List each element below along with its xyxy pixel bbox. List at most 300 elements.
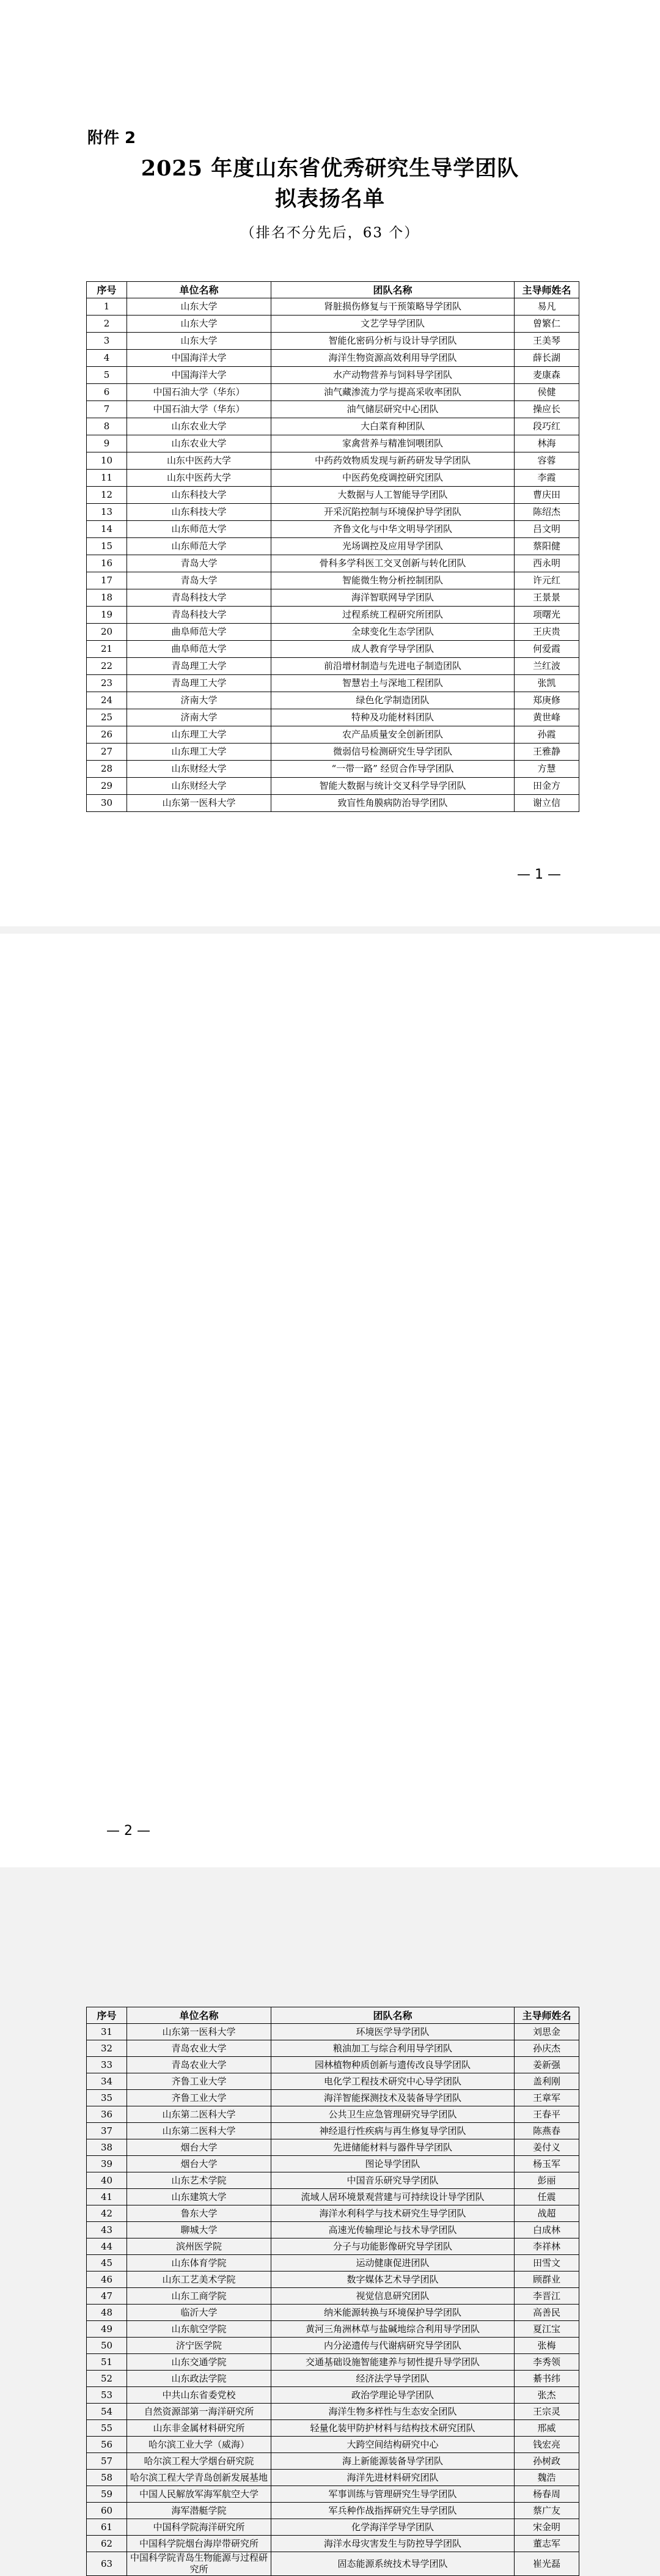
cell-no: 56: [87, 2437, 127, 2453]
cell-supervisor: 陈绍杰: [515, 504, 579, 521]
cell-supervisor: 王章军: [515, 2090, 579, 2106]
table-row: [87, 607, 579, 624]
cell-team: 农产品质量安全创新团队: [271, 726, 515, 744]
cell-supervisor: 段巧红: [515, 418, 579, 435]
header-unit: 单位名称: [127, 282, 271, 298]
cell-supervisor: 何爱霞: [515, 641, 579, 658]
table-header-row: [87, 2007, 579, 2024]
cell-team: 军兵种作战指挥研究生导学团队: [271, 2503, 515, 2519]
table-row: [87, 2305, 579, 2321]
table-row: [87, 692, 579, 709]
cell-unit: 山东中医药大学: [127, 452, 271, 470]
cell-unit: 齐鲁工业大学: [127, 2073, 271, 2090]
cell-supervisor: 张杰: [515, 2387, 579, 2404]
cell-supervisor: 张凯: [515, 675, 579, 692]
table-row: [87, 2354, 579, 2371]
cell-supervisor: 陈燕春: [515, 2123, 579, 2139]
cell-unit: 山东工商学院: [127, 2288, 271, 2305]
cell-unit: 山东中医药大学: [127, 470, 271, 487]
table-row: [87, 726, 579, 744]
cell-team: 大数据与人工智能导学团队: [271, 487, 515, 504]
cell-supervisor: 钱宏亮: [515, 2437, 579, 2453]
header-no: 序号: [87, 282, 127, 298]
table-row: [87, 2420, 579, 2437]
table-row: [87, 521, 579, 538]
cell-no: 45: [87, 2255, 127, 2272]
table-row: [87, 675, 579, 692]
cell-supervisor: 孙树政: [515, 2453, 579, 2470]
cell-unit: 中国科学院海洋研究所: [127, 2519, 271, 2536]
cell-unit: 中国海洋大学: [127, 350, 271, 367]
table-row: [87, 2106, 579, 2123]
cell-unit: 烟台大学: [127, 2139, 271, 2156]
cell-supervisor: 王庆贵: [515, 624, 579, 641]
cell-no: 44: [87, 2238, 127, 2255]
table-row: [87, 2338, 579, 2354]
team-table-page2: [86, 2007, 579, 2576]
cell-no: 19: [87, 607, 127, 624]
cell-team: 化学海洋学导学团队: [271, 2519, 515, 2536]
header-supervisor: 主导师姓名: [515, 282, 579, 298]
cell-no: 22: [87, 658, 127, 675]
cell-team: 固态能源系统技术导学团队: [271, 2552, 515, 2576]
cell-no: 39: [87, 2156, 127, 2172]
cell-supervisor: 孙庆杰: [515, 2040, 579, 2057]
cell-supervisor: 方慧: [515, 761, 579, 778]
cell-no: 47: [87, 2288, 127, 2305]
table-row: [87, 2090, 579, 2106]
cell-no: 1: [87, 298, 127, 316]
cell-team: 纳米能源转换与环境保护导学团队: [271, 2305, 515, 2321]
cell-no: 59: [87, 2486, 127, 2503]
cell-supervisor: 董志军: [515, 2536, 579, 2552]
cell-team: 视觉信息研究团队: [271, 2288, 515, 2305]
cell-unit: 哈尔滨工程大学青岛创新发展基地: [127, 2470, 271, 2486]
cell-no: 2: [87, 316, 127, 333]
cell-team: 政治学理论导学团队: [271, 2387, 515, 2404]
table-row: [87, 624, 579, 641]
table-row: [87, 709, 579, 726]
cell-no: 28: [87, 761, 127, 778]
cell-unit: 哈尔滨工程大学烟台研究院: [127, 2453, 271, 2470]
cell-unit: 山东交通学院: [127, 2354, 271, 2371]
table-row: [87, 2123, 579, 2139]
cell-no: 50: [87, 2338, 127, 2354]
table-row: [87, 778, 579, 795]
cell-team: 成人教育学导学团队: [271, 641, 515, 658]
cell-unit: 青岛科技大学: [127, 589, 271, 607]
cell-supervisor: 盖利刚: [515, 2073, 579, 2090]
cell-unit: 聊城大学: [127, 2222, 271, 2238]
cell-supervisor: 战超: [515, 2205, 579, 2222]
cell-team: 中药药效物质发现与新药研发导学团队: [271, 452, 515, 470]
cell-no: 31: [87, 2024, 127, 2040]
cell-no: 11: [87, 470, 127, 487]
cell-team: “一带一路” 经贸合作导学团队: [271, 761, 515, 778]
cell-no: 58: [87, 2470, 127, 2486]
table-row: [87, 401, 579, 418]
table-row: [87, 2519, 579, 2536]
cell-team: 特种及功能材料团队: [271, 709, 515, 726]
table-row: [87, 641, 579, 658]
cell-no: 4: [87, 350, 127, 367]
cell-unit: 中共山东省委党校: [127, 2387, 271, 2404]
table-row: [87, 2255, 579, 2272]
cell-team: 光场调控及应用导学团队: [271, 538, 515, 555]
cell-no: 34: [87, 2073, 127, 2090]
cell-unit: 青岛理工大学: [127, 658, 271, 675]
table-row: [87, 2205, 579, 2222]
cell-supervisor: 任震: [515, 2189, 579, 2205]
cell-team: 家禽营养与精准饲喂团队: [271, 435, 515, 452]
table-row: [87, 2486, 579, 2503]
cell-supervisor: 田雪文: [515, 2255, 579, 2272]
table-row: [87, 2536, 579, 2552]
cell-team: 中医药免疫调控研究团队: [271, 470, 515, 487]
cell-unit: 山东非金属材料研究所: [127, 2420, 271, 2437]
cell-supervisor: 侯健: [515, 384, 579, 401]
page-1: [0, 0, 660, 926]
cell-team: 海洋先进材料研究团队: [271, 2470, 515, 2486]
cell-no: 20: [87, 624, 127, 641]
cell-supervisor: 崔光磊: [515, 2552, 579, 2576]
cell-team: 园林植物种质创新与遗传改良导学团队: [271, 2057, 515, 2073]
cell-supervisor: 魏浩: [515, 2470, 579, 2486]
cell-team: 油气储层研究中心团队: [271, 401, 515, 418]
document-title: 2025 年度山东省优秀研究生导学团队: [141, 156, 519, 181]
cell-no: 30: [87, 795, 127, 812]
cell-unit: 烟台大学: [127, 2156, 271, 2172]
cell-no: 37: [87, 2123, 127, 2139]
table-row: [87, 795, 579, 812]
cell-no: 40: [87, 2172, 127, 2189]
cell-unit: 曲阜师范大学: [127, 641, 271, 658]
cell-unit: 青岛科技大学: [127, 607, 271, 624]
cell-no: 55: [87, 2420, 127, 2437]
cell-supervisor: 兰红波: [515, 658, 579, 675]
cell-supervisor: 白成林: [515, 2222, 579, 2238]
cell-team: 数字媒体艺术导学团队: [271, 2272, 515, 2288]
table-header-row: [87, 282, 579, 298]
cell-unit: 山东大学: [127, 333, 271, 350]
cell-no: 51: [87, 2354, 127, 2371]
cell-no: 21: [87, 641, 127, 658]
cell-unit: 山东科技大学: [127, 487, 271, 504]
cell-team: 大跨空间结构研究中心: [271, 2437, 515, 2453]
cell-unit: 中国科学院烟台海岸带研究所: [127, 2536, 271, 2552]
cell-supervisor: 黄世峰: [515, 709, 579, 726]
cell-unit: 青岛农业大学: [127, 2040, 271, 2057]
table-row: [87, 418, 579, 435]
cell-no: 61: [87, 2519, 127, 2536]
cell-no: 8: [87, 418, 127, 435]
table-row: [87, 2503, 579, 2519]
table-row: [87, 572, 579, 589]
table-row: [87, 2189, 579, 2205]
cell-supervisor: 林海: [515, 435, 579, 452]
header-team: 团队名称: [271, 282, 515, 298]
cell-no: 52: [87, 2371, 127, 2387]
cell-supervisor: 姜新强: [515, 2057, 579, 2073]
cell-supervisor: 王宗灵: [515, 2404, 579, 2420]
table-row: [87, 333, 579, 350]
cell-supervisor: 宋金明: [515, 2519, 579, 2536]
table-row: [87, 2156, 579, 2172]
cell-unit: 鲁东大学: [127, 2205, 271, 2222]
table-row: [87, 2172, 579, 2189]
cell-supervisor: 李霞: [515, 470, 579, 487]
cell-no: 6: [87, 384, 127, 401]
cell-supervisor: 姜付义: [515, 2139, 579, 2156]
table-row: [87, 452, 579, 470]
header-supervisor: 主导师姓名: [515, 2007, 579, 2024]
cell-team: 微弱信号检测研究生导学团队: [271, 744, 515, 761]
cell-unit: 山东师范大学: [127, 538, 271, 555]
cell-no: 36: [87, 2106, 127, 2123]
cell-supervisor: 王春平: [515, 2106, 579, 2123]
table-row: [87, 350, 579, 367]
cell-team: 海洋水母灾害发生与防控导学团队: [271, 2536, 515, 2552]
cell-team: 油气藏渗流力学与提高采收率团队: [271, 384, 515, 401]
table-row: [87, 2073, 579, 2090]
cell-unit: 海军潜艇学院: [127, 2503, 271, 2519]
cell-team: 绿色化学制造团队: [271, 692, 515, 709]
cell-team: 文艺学导学团队: [271, 316, 515, 333]
cell-supervisor: 李晋江: [515, 2288, 579, 2305]
cell-team: 智慧岩土与深地工程团队: [271, 675, 515, 692]
cell-supervisor: 麦康森: [515, 367, 579, 384]
cell-supervisor: 顾群业: [515, 2272, 579, 2288]
cell-no: 5: [87, 367, 127, 384]
table-row: [87, 367, 579, 384]
cell-team: 智能化密码分析与设计导学团队: [271, 333, 515, 350]
cell-unit: 山东第二医科大学: [127, 2106, 271, 2123]
cell-unit: 山东理工大学: [127, 744, 271, 761]
cell-unit: 曲阜师范大学: [127, 624, 271, 641]
cell-team: 神经退行性疾病与再生修复导学团队: [271, 2123, 515, 2139]
cell-no: 24: [87, 692, 127, 709]
cell-no: 63: [87, 2552, 127, 2576]
cell-supervisor: 薛长湖: [515, 350, 579, 367]
table-row: [87, 2222, 579, 2238]
cell-team: 图论导学团队: [271, 2156, 515, 2172]
cell-supervisor: 綦书纬: [515, 2371, 579, 2387]
cell-no: 49: [87, 2321, 127, 2338]
table-row: [87, 435, 579, 452]
table-row: [87, 2040, 579, 2057]
cell-unit: 山东科技大学: [127, 504, 271, 521]
header-no: 序号: [87, 2007, 127, 2024]
table-row: [87, 2024, 579, 2040]
cell-team: 水产动物营养与饲料导学团队: [271, 367, 515, 384]
attachment-label: 附件 2: [87, 129, 136, 147]
cell-no: 26: [87, 726, 127, 744]
cell-no: 60: [87, 2503, 127, 2519]
table-row: [87, 658, 579, 675]
cell-team: 海洋生物资源高效利用导学团队: [271, 350, 515, 367]
cell-supervisor: 容蓉: [515, 452, 579, 470]
cell-team: 先进储能材料与器件导学团队: [271, 2139, 515, 2156]
cell-unit: 济宁医学院: [127, 2338, 271, 2354]
cell-supervisor: 曾繁仁: [515, 316, 579, 333]
cell-unit: 哈尔滨工业大学（威海）: [127, 2437, 271, 2453]
cell-unit: 济南大学: [127, 692, 271, 709]
table-row: [87, 2272, 579, 2288]
cell-no: 43: [87, 2222, 127, 2238]
table-row: [87, 487, 579, 504]
cell-unit: 山东建筑大学: [127, 2189, 271, 2205]
cell-unit: 青岛大学: [127, 555, 271, 572]
cell-team: 交通基础设施智能建养与韧性提升导学团队: [271, 2354, 515, 2371]
cell-supervisor: 许元红: [515, 572, 579, 589]
cell-team: 军事训练与管理研究生导学团队: [271, 2486, 515, 2503]
cell-team: 环境医学导学团队: [271, 2024, 515, 2040]
table-row: [87, 2288, 579, 2305]
cell-team: 粮油加工与综合利用导学团队: [271, 2040, 515, 2057]
header-team: 团队名称: [271, 2007, 515, 2024]
cell-team: 黄河三角洲林草与盐碱地综合利用导学团队: [271, 2321, 515, 2338]
table-row: [87, 2321, 579, 2338]
cell-unit: 济南大学: [127, 709, 271, 726]
cell-no: 14: [87, 521, 127, 538]
cell-no: 12: [87, 487, 127, 504]
cell-supervisor: 刘思金: [515, 2024, 579, 2040]
cell-unit: 中国人民解放军海军航空大学: [127, 2486, 271, 2503]
cell-supervisor: 郑庚修: [515, 692, 579, 709]
table-row: [87, 504, 579, 521]
cell-supervisor: 蔡阳健: [515, 538, 579, 555]
cell-unit: 山东工艺美术学院: [127, 2272, 271, 2288]
cell-no: 29: [87, 778, 127, 795]
cell-unit: 山东第二医科大学: [127, 2123, 271, 2139]
cell-supervisor: 杨玉军: [515, 2156, 579, 2172]
table-row: [87, 589, 579, 607]
cell-unit: 山东财经大学: [127, 761, 271, 778]
cell-no: 54: [87, 2404, 127, 2420]
cell-team: 智能大数据与统计交叉科学导学团队: [271, 778, 515, 795]
cell-no: 62: [87, 2536, 127, 2552]
cell-unit: 青岛理工大学: [127, 675, 271, 692]
cell-team: 大白菜育种团队: [271, 418, 515, 435]
table-row: [87, 2387, 579, 2404]
cell-unit: 自然资源部第一海洋研究所: [127, 2404, 271, 2420]
cell-supervisor: 李秀领: [515, 2354, 579, 2371]
cell-unit: 山东航空学院: [127, 2321, 271, 2338]
cell-unit: 山东农业大学: [127, 418, 271, 435]
cell-team: 肾脏损伤修复与干预策略导学团队: [271, 298, 515, 316]
table-row: [87, 384, 579, 401]
cell-supervisor: 田金方: [515, 778, 579, 795]
cell-no: 46: [87, 2272, 127, 2288]
cell-no: 17: [87, 572, 127, 589]
cell-supervisor: 王雅静: [515, 744, 579, 761]
cell-no: 48: [87, 2305, 127, 2321]
table-row: [87, 470, 579, 487]
cell-unit: 中国海洋大学: [127, 367, 271, 384]
cell-no: 9: [87, 435, 127, 452]
page-number: — 1 —: [517, 867, 561, 882]
cell-supervisor: 蔡广友: [515, 2503, 579, 2519]
cell-team: 海洋水利科学与技术研究生导学团队: [271, 2205, 515, 2222]
cell-no: 7: [87, 401, 127, 418]
table-row: [87, 2139, 579, 2156]
table-row: [87, 298, 579, 316]
cell-unit: 山东农业大学: [127, 435, 271, 452]
cell-unit: 山东艺术学院: [127, 2172, 271, 2189]
table-row: [87, 2453, 579, 2470]
cell-supervisor: 项曙光: [515, 607, 579, 624]
cell-unit: 山东理工大学: [127, 726, 271, 744]
cell-team: 前沿增材制造与先进电子制造团队: [271, 658, 515, 675]
cell-unit: 山东政法学院: [127, 2371, 271, 2387]
cell-no: 18: [87, 589, 127, 607]
cell-team: 过程系统工程研究所团队: [271, 607, 515, 624]
cell-supervisor: 邢威: [515, 2420, 579, 2437]
cell-unit: 山东财经大学: [127, 778, 271, 795]
table-row: [87, 538, 579, 555]
cell-supervisor: 谢立信: [515, 795, 579, 812]
cell-no: 33: [87, 2057, 127, 2073]
cell-no: 25: [87, 709, 127, 726]
table-row: [87, 316, 579, 333]
table-row: [87, 555, 579, 572]
table-row: [87, 2371, 579, 2387]
cell-no: 32: [87, 2040, 127, 2057]
cell-unit: 齐鲁工业大学: [127, 2090, 271, 2106]
cell-supervisor: 曹庆田: [515, 487, 579, 504]
team-table-page1: [86, 281, 579, 812]
cell-unit: 临沂大学: [127, 2305, 271, 2321]
cell-no: 57: [87, 2453, 127, 2470]
cell-team: 开采沉陷控制与环境保护导学团队: [271, 504, 515, 521]
cell-no: 35: [87, 2090, 127, 2106]
table-row: [87, 2238, 579, 2255]
cell-unit: 山东第一医科大学: [127, 795, 271, 812]
page-number: — 2 —: [106, 1823, 150, 1839]
cell-team: 智能微生物分析控制团队: [271, 572, 515, 589]
cell-no: 13: [87, 504, 127, 521]
table-row: [87, 2057, 579, 2073]
table-row: [87, 761, 579, 778]
cell-no: 23: [87, 675, 127, 692]
cell-team: 海洋智能探测技术及装备导学团队: [271, 2090, 515, 2106]
document-subtitle: （排名不分先后，63 个）: [240, 225, 420, 241]
cell-no: 42: [87, 2205, 127, 2222]
cell-team: 海上新能源装备导学团队: [271, 2453, 515, 2470]
cell-supervisor: 孙霞: [515, 726, 579, 744]
cell-unit: 滨州医学院: [127, 2238, 271, 2255]
cell-unit: 中国科学院青岛生物能源与过程研究所: [127, 2552, 271, 2576]
cell-team: 流域人居环境景观营建与可持续设计导学团队: [271, 2189, 515, 2205]
header-unit: 单位名称: [127, 2007, 271, 2024]
cell-supervisor: 王美琴: [515, 333, 579, 350]
cell-team: 经济法学导学团队: [271, 2371, 515, 2387]
cell-supervisor: 彭丽: [515, 2172, 579, 2189]
cell-supervisor: 西永明: [515, 555, 579, 572]
cell-unit: 山东师范大学: [127, 521, 271, 538]
cell-unit: 山东第一医科大学: [127, 2024, 271, 2040]
cell-team: 电化学工程技术研究中心导学团队: [271, 2073, 515, 2090]
cell-team: 轻量化装甲防护材料与结构技术研究团队: [271, 2420, 515, 2437]
table-row: [87, 2470, 579, 2486]
cell-unit: 山东体育学院: [127, 2255, 271, 2272]
table-row: [87, 2404, 579, 2420]
cell-supervisor: 张梅: [515, 2338, 579, 2354]
cell-supervisor: 易凡: [515, 298, 579, 316]
cell-supervisor: 夏江宝: [515, 2321, 579, 2338]
cell-team: 骨科多学科医工交叉创新与转化团队: [271, 555, 515, 572]
cell-unit: 青岛大学: [127, 572, 271, 589]
